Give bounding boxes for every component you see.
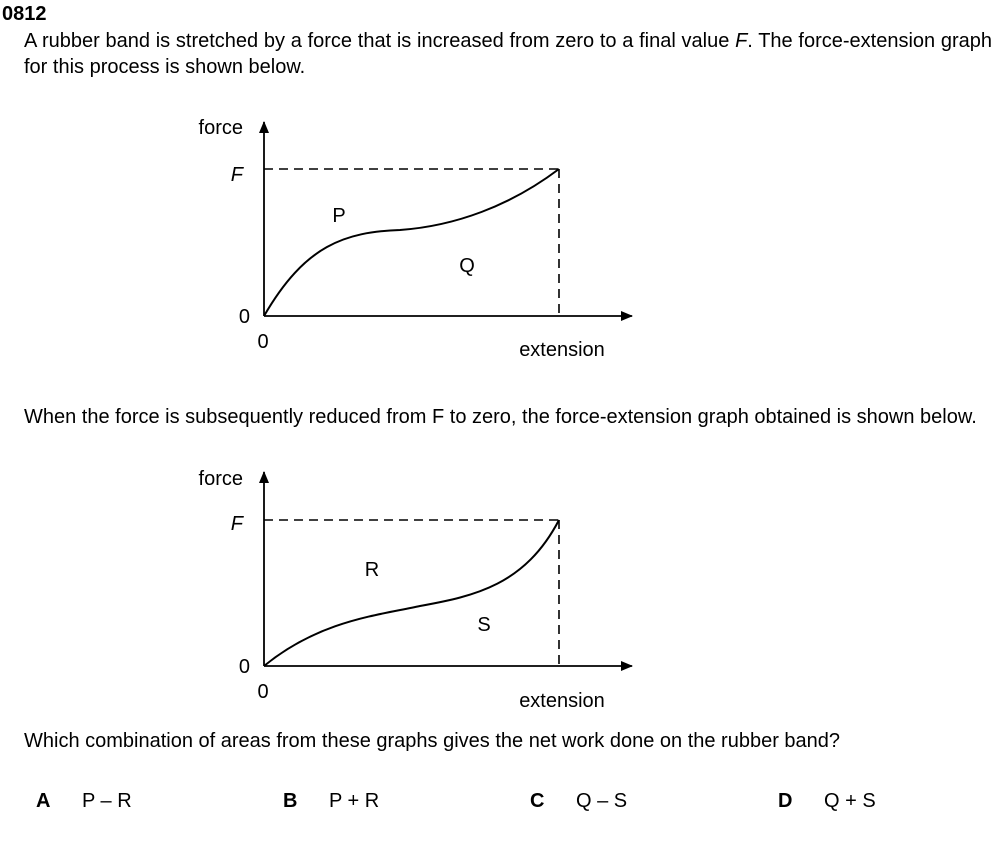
option-text: Q + S (824, 790, 876, 812)
intro-force-variable: F (735, 30, 748, 52)
option-text: P + R (329, 790, 380, 812)
loading-curve (264, 169, 559, 316)
origin-y-label: 0 (238, 306, 250, 328)
option-letter: C (530, 790, 545, 812)
region-p-label: P (332, 205, 346, 227)
option-c[interactable] (530, 790, 627, 813)
force-max-label: F (230, 513, 243, 535)
option-letter: A (36, 790, 51, 812)
question-number: 0812 (2, 3, 47, 25)
loading-graph (0, 110, 1001, 370)
unloading-curve (264, 520, 559, 666)
region-s-label: S (477, 614, 491, 636)
question-intro (24, 28, 992, 80)
option-letter: B (283, 790, 298, 812)
intro-text-2: . The force-extension graph for this process is shown below. (24, 30, 993, 78)
y-axis-label: force (198, 468, 243, 490)
intro-text-1: A rubber band is stretched by a force that is increased from zero to a final value (24, 30, 736, 52)
option-text: P – R (82, 790, 132, 812)
region-r-label: R (364, 559, 380, 581)
y-axis-label: force (198, 117, 243, 139)
region-q-label: Q (459, 255, 475, 277)
x-axis-label: extension (519, 339, 605, 361)
force-max-label: F (230, 164, 243, 186)
origin-y-label: 0 (238, 656, 250, 678)
origin-x-label: 0 (257, 681, 269, 703)
option-letter: D (778, 790, 793, 812)
option-d[interactable] (778, 790, 876, 813)
option-b[interactable] (283, 790, 379, 813)
unloading-graph (0, 460, 1001, 720)
unloading-text: When the force is subsequently reduced from F to zero, the force-extension graph obtained is shown below. (24, 406, 977, 428)
option-a[interactable] (36, 790, 132, 813)
x-axis-label: extension (519, 690, 605, 712)
option-text: Q – S (576, 790, 628, 812)
question-prompt: Which combination of areas from these graphs gives the net work done on the rubber band? (24, 730, 841, 752)
origin-x-label: 0 (257, 331, 269, 353)
